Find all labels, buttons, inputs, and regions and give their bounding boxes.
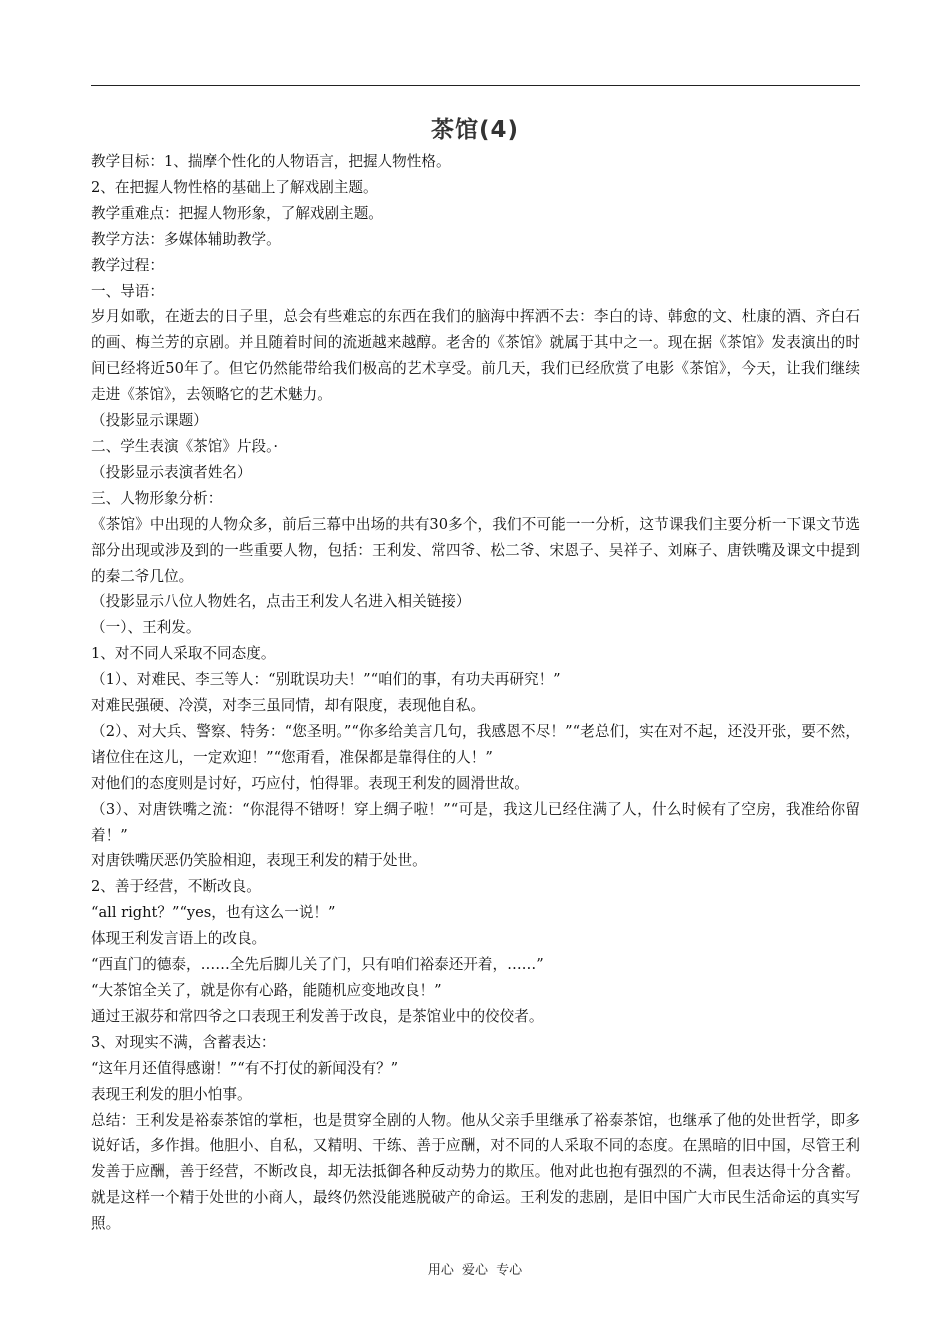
paragraph: （投影显示表演者姓名） (91, 463, 252, 481)
paragraph: “all right？”“yes，也有这么一说！” (91, 904, 336, 922)
paragraph: 二、学生表演《茶馆》片段。· (91, 437, 279, 455)
paragraph: 教学重难点：把握人物形象，了解戏剧主题。 (91, 204, 383, 222)
paragraph: （2）、对大兵、警察、特务：“您圣明。”“你多给美言几句，我感恩不尽！”“老总们，实在对不起，还没开张，要不然，诸位住在这儿，一定欢迎！”“您甭看，准保都是靠得住的人！” (91, 722, 860, 766)
paragraph: 体现王利发言语上的改良。 (91, 930, 267, 948)
paragraph: 对他们的态度则是讨好，巧应付，怕得罪。表现王利发的圆滑世故。 (91, 774, 529, 792)
paragraph: （一）、王利发。 (91, 619, 201, 637)
paragraph: （3）、对唐铁嘴之流：“你混得不错呀！穿上绸子啦！”“可是，我这儿已经住满了人，什么时候有了空房，我准给你留着！” (91, 800, 860, 844)
paragraph: 总结：王利发是裕泰茶馆的掌柜，也是贯穿全剧的人物。他从父亲手里继承了裕泰茶馆，也继承了他的处世哲学，即多说好话，多作揖。他胆小、自私，又精明、干练、善于应酬，对不同的人采取不同的态度。在黑暗的旧中国，尽管王利发善于应酬，善于经营，不断改良，却无法抵御各种反动势力的欺压。他对此也抱有强烈的不满，但表达得十分含蓄。就是这样一个精于处世的小商人，最终仍然没能逃脱破产的命运。王利发的悲剧，是旧中国广大市民生活命运的真实写照。 (91, 1111, 860, 1233)
paragraph: 通过王淑芬和常四爷之口表现王利发善于改良，是茶馆业中的佼佼者。 (91, 1007, 544, 1025)
paragraph: 3、对现实不满，含蓄表达： (91, 1033, 276, 1051)
paragraph: 对难民强硬、冷漠，对李三虽同情，却有限度，表现他自私。 (91, 697, 486, 715)
paragraph: 对唐铁嘴厌恶仍笑脸相迎，表现王利发的精于处世。 (91, 852, 427, 870)
paragraph: 教学方法：多媒体辅助教学。 (91, 230, 281, 248)
page-footer: 用心 爱心 专心 (427, 1263, 523, 1278)
paragraph: （投影显示课题） (91, 412, 208, 430)
paragraph: 《茶馆》中出现的人物众多，前后三幕中出场的共有30多个，我们不可能一一分析，这节课我们主要分析一下课文节选部分出现或涉及到的一些重要人物，包括：王利发、常四爷、松二爷、宋恩子、吴祥子、刘麻子、唐铁嘴及课文中提到的秦二爷几位。 (91, 515, 860, 585)
paragraph: 岁月如歌，在逝去的日子里，总会有些难忘的东西在我们的脑海中挥洒不去：李白的诗、韩愈的文、杜康的酒、齐白石的画、梅兰芳的京剧。并且随着时间的流逝越来越醇。老舍的《茶馆》就属于其中之一。现在据《茶馆》发表演出的时间已经将近50年了。但它仍然能带给我们极高的艺术享受。前几天，我们已经欣赏了电影《茶馆》，今天，让我们继续走进《茶馆》，去领略它的艺术魅力。 (91, 308, 860, 404)
document-body (91, 149, 860, 1237)
paragraph: 三、人物形象分析： (91, 489, 223, 507)
paragraph: 1、对不同人采取不同态度。 (91, 645, 276, 663)
paragraph: “这年月还值得感谢！”“有不打仗的新闻没有？” (91, 1059, 399, 1077)
header-rule (91, 85, 860, 86)
paragraph: 教学目标：1、揣摩个性化的人物语言，把握人物性格。 (91, 153, 451, 170)
paragraph: 教学过程： (91, 256, 164, 274)
paragraph: “西直门的德泰，……全先后脚儿关了门，只有咱们裕泰还开着，……” (91, 956, 544, 974)
paragraph: 表现王利发的胆小怕事。 (91, 1085, 252, 1103)
page-title: 茶馆(4) (430, 117, 520, 143)
paragraph: 一、导语： (91, 282, 164, 300)
paragraph: 2、在把握人物性格的基础上了解戏剧主题。 (91, 178, 378, 196)
paragraph: “大茶馆全关了，就是你有心路，能随机应变地改良！” (91, 982, 442, 999)
paragraph: 2、善于经营，不断改良。 (91, 878, 261, 896)
paragraph: （1）、对难民、李三等人：“别耽误功夫！”“咱们的事，有功夫再研究！” (91, 671, 561, 689)
paragraph: （投影显示八位人物姓名，点击王利发人名进入相关链接） (91, 593, 471, 611)
